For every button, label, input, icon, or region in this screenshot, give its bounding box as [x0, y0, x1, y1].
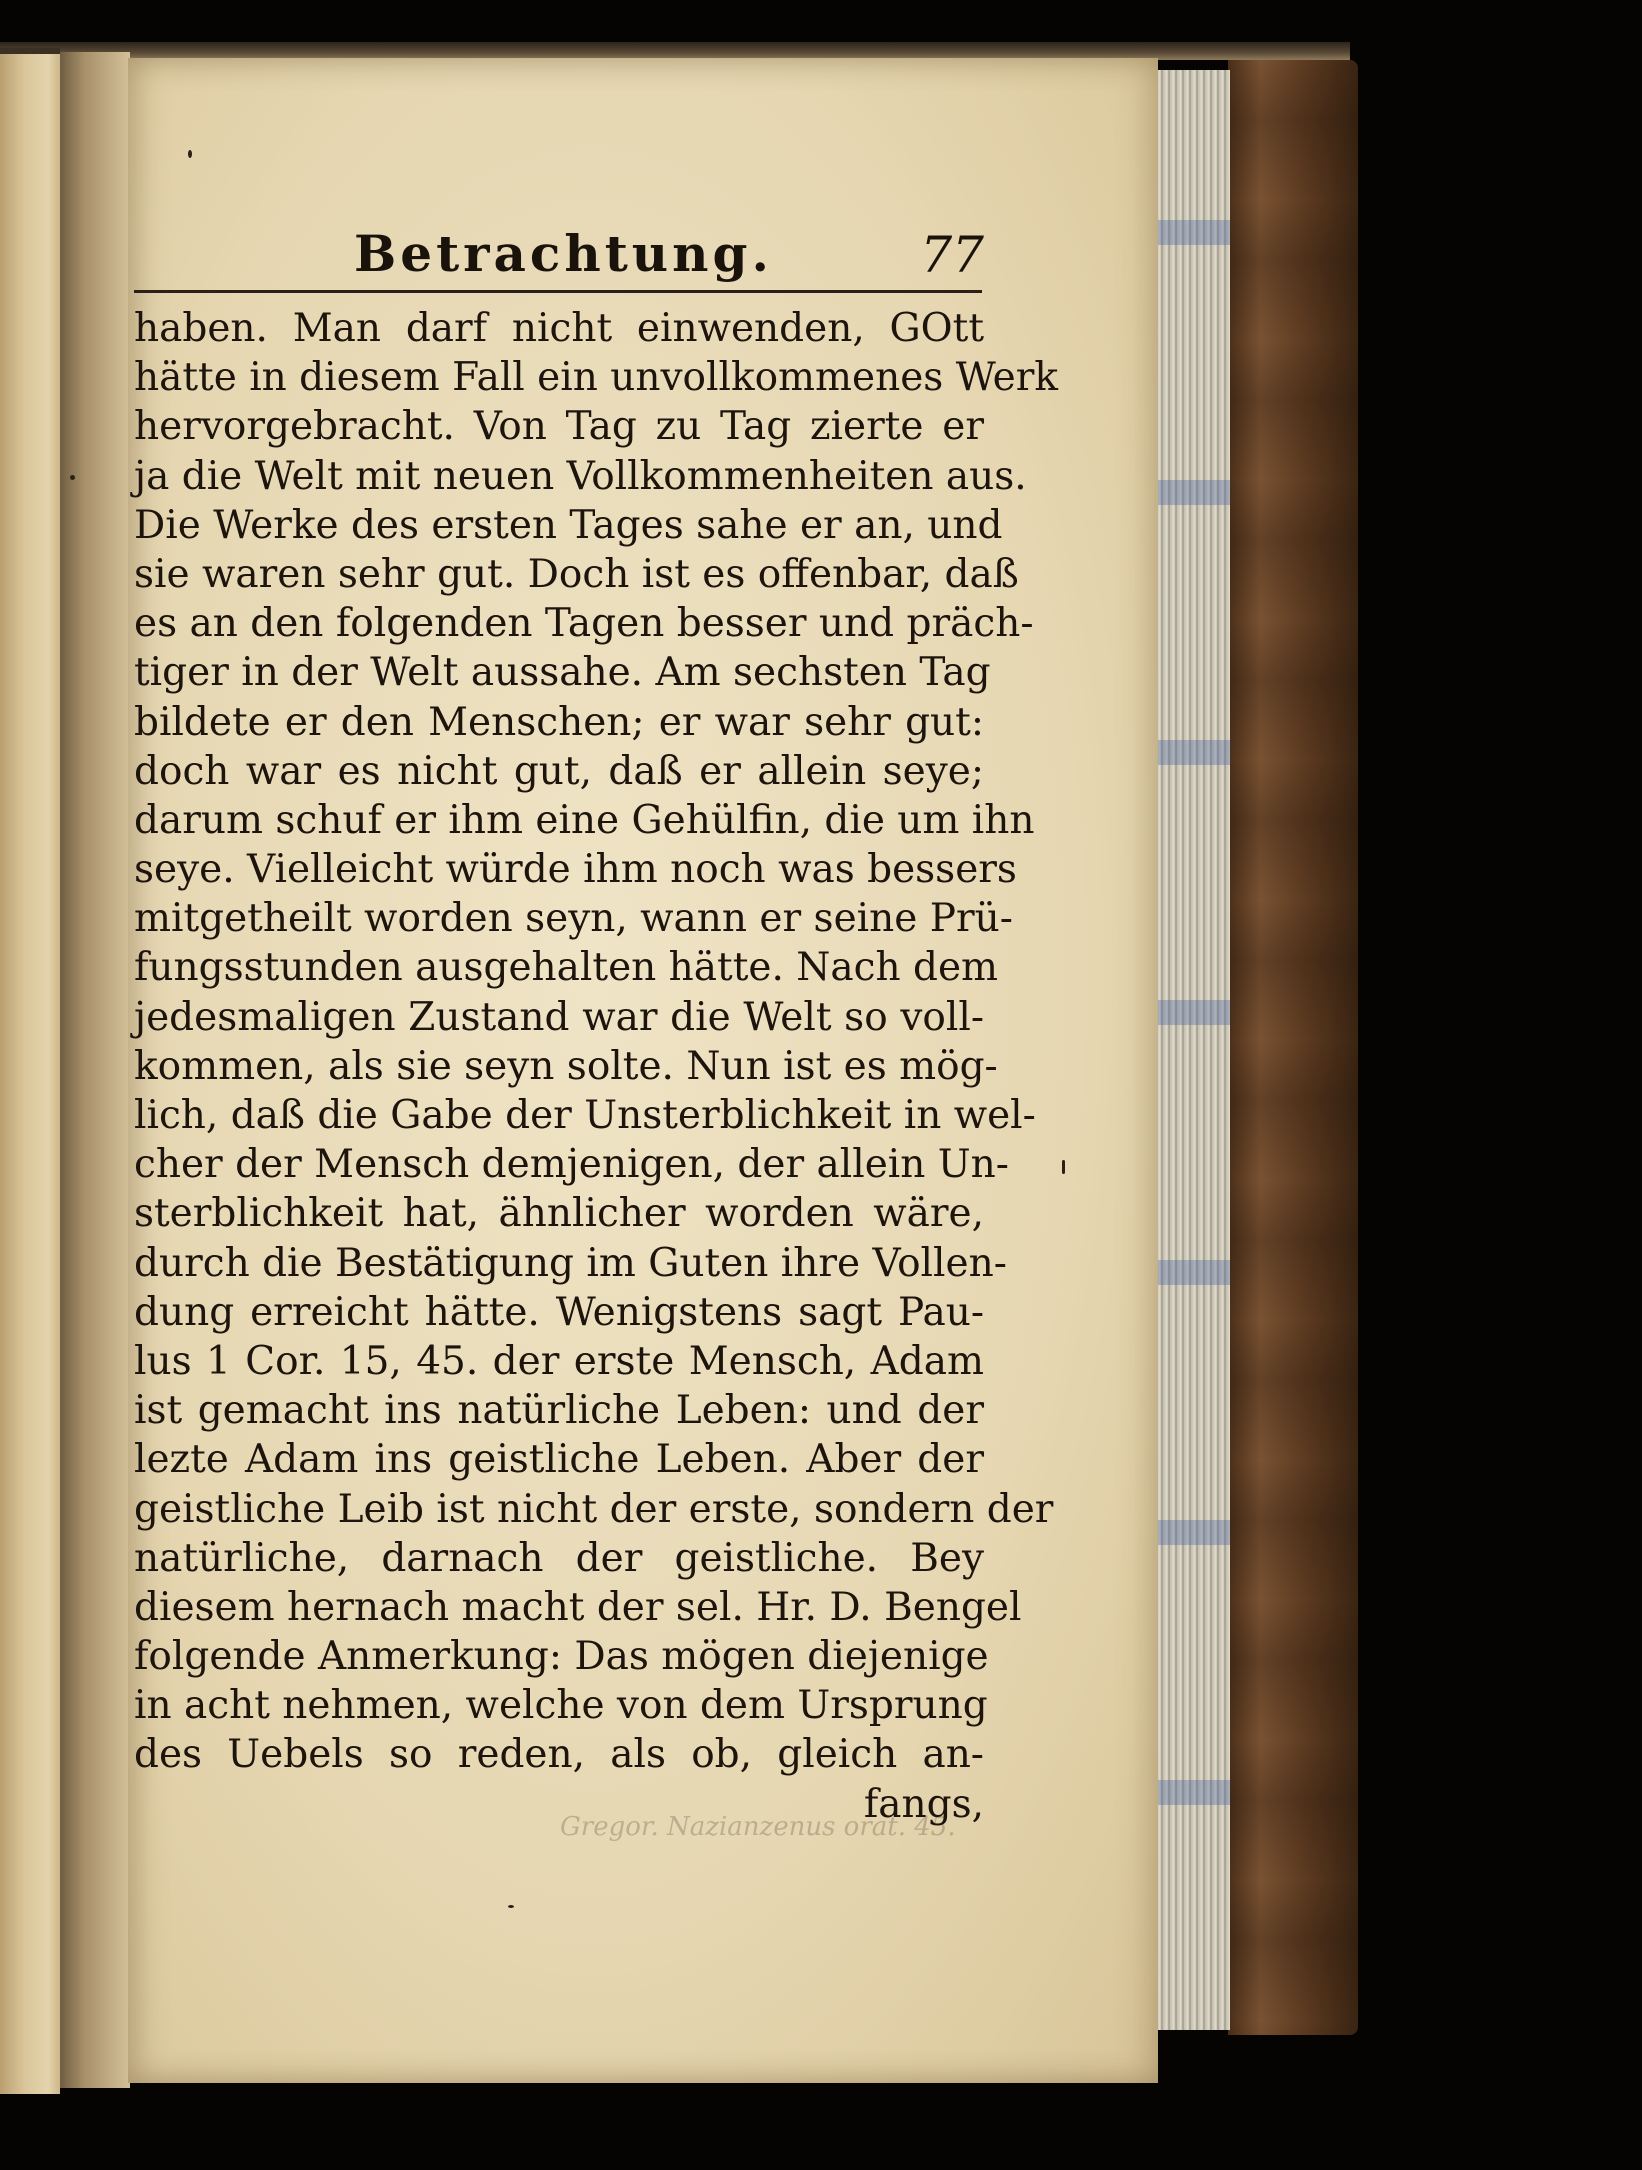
text-line: natürliche, darnach der geistliche. Bey	[134, 1535, 984, 1581]
text-line: ist gemacht ins natürliche Leben: und der	[134, 1388, 984, 1434]
text-line: mitgetheilt worden seyn, wann er seine Prü-	[134, 896, 1013, 942]
text-line: dung erreicht hätte. Wenigstens sagt Pau-	[134, 1289, 984, 1335]
text-line: tiger in der Welt aussahe. Am sechsten Tag	[134, 650, 991, 696]
text-line: in acht nehmen, welche von dem Ursprung	[134, 1683, 988, 1729]
book-gutter	[60, 52, 130, 2088]
text-line: es an den folgenden Tagen besser und präch-	[134, 601, 1034, 647]
text-line: cher der Mensch demjenigen, der allein Un-	[134, 1142, 1009, 1188]
running-head-title: Betrachtung.	[354, 224, 773, 283]
text-line: geistliche Leib ist nicht der erste, sondern der	[134, 1486, 1054, 1532]
ink-speck	[70, 475, 75, 480]
ink-speck	[188, 150, 192, 158]
ink-speck	[1062, 1160, 1065, 1174]
text-line: darum schuf er ihm eine Gehülfin, die um ihn	[134, 797, 1035, 843]
page-number: 77	[920, 226, 984, 284]
text-line: fungsstunden ausgehalten hätte. Nach dem	[134, 945, 999, 991]
text-line: lus 1 Cor. 15, 45. der erste Mensch, Adam	[134, 1338, 984, 1384]
text-line: kommen, als sie seyn solte. Nun ist es mög-	[134, 1043, 998, 1089]
text-line: sterblichkeit hat, ähnlicher worden wäre,	[134, 1191, 984, 1237]
text-line: hervorgebracht. Von Tag zu Tag zierte er	[134, 404, 984, 450]
text-block	[134, 224, 1058, 1829]
page-fore-edge-staining	[1150, 70, 1230, 2030]
text-line: ja die Welt mit neuen Vollkommenheiten aus.	[134, 453, 1027, 499]
text-line: haben. Man darf nicht einwenden, GOtt	[134, 306, 984, 351]
text-line: lezte Adam ins geistliche Leben. Aber der	[134, 1437, 984, 1483]
text-line: jedesmaligen Zustand war die Welt so voll-	[134, 994, 984, 1040]
body-text	[134, 304, 1058, 1829]
text-line: bildete er den Menschen; er war sehr gut:	[134, 699, 984, 745]
text-line: Die Werke des ersten Tages sahe er an, und	[134, 502, 1003, 548]
ink-speck	[508, 1905, 514, 1908]
catchword: fangs,	[863, 1781, 984, 1827]
text-line: diesem hernach macht der sel. Hr. D. Bengel	[134, 1584, 1022, 1630]
text-line: sie waren sehr gut. Doch ist es offenbar, daß	[134, 551, 1019, 597]
head-rule	[134, 290, 982, 293]
running-head	[134, 224, 984, 294]
text-line: doch war es nicht gut, daß er allein seye;	[134, 748, 984, 794]
text-line: lich, daß die Gabe der Unsterblichkeit in wel-	[134, 1093, 1036, 1138]
leather-cover-texture	[1228, 60, 1358, 2035]
text-line: hätte in diesem Fall ein unvollkommenes Werk	[134, 355, 1058, 401]
text-line: seye. Vielleicht würde ihm noch was bessers	[134, 847, 1017, 893]
text-line: des Uebels so reden, als ob, gleich an-	[134, 1732, 984, 1778]
bleed-through-line: Gregor. Nazianzenus orat. 45.	[560, 1812, 956, 1842]
previous-page-edge	[0, 48, 60, 2094]
text-line: folgende Anmerkung: Das mögen diejenige	[134, 1634, 989, 1680]
text-line: durch die Bestätigung im Guten ihre Vollen-	[134, 1240, 1007, 1286]
